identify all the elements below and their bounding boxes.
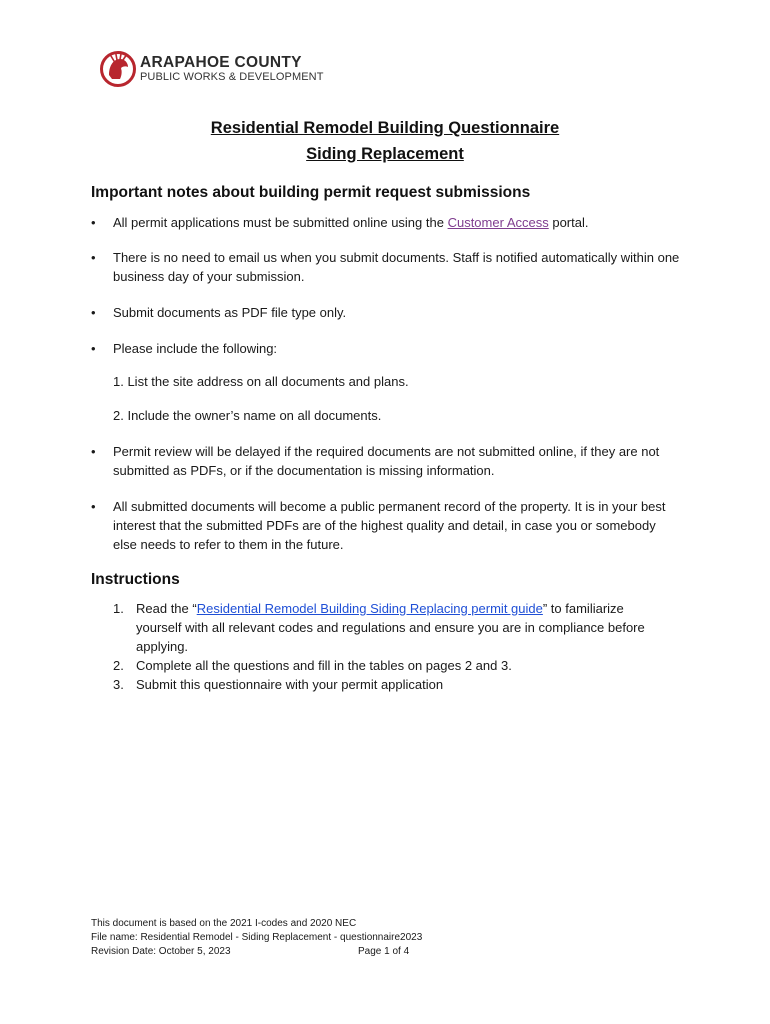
bullet-icon: • xyxy=(91,444,96,459)
sub-item-site-address: 1. List the site address on all documents and plans. xyxy=(113,374,409,389)
document-title xyxy=(0,115,770,167)
instruction-text: ” to familiarize yourself with all relevant codes and regulations and ensure you are in compliance before applying. xyxy=(136,601,645,654)
bullet-item-public-record xyxy=(91,497,681,554)
bullet-icon: • xyxy=(91,250,96,265)
instructions-heading: Instructions xyxy=(91,571,180,588)
instruction-item-read-guide xyxy=(113,599,653,656)
instruction-number: 3. xyxy=(113,677,124,692)
county-logo xyxy=(100,50,324,88)
bullet-item-online xyxy=(91,213,681,232)
bullet-text: There is no need to email us when you submit documents. Staff is notified automatically within one business day of your submission. xyxy=(113,250,680,284)
customer-access-link[interactable]: Customer Access xyxy=(447,215,549,230)
title-line-2: Siding Replacement xyxy=(306,145,464,163)
permit-guide-link[interactable]: Residential Remodel Building Siding Replacing permit guide xyxy=(196,601,543,616)
instruction-item-submit xyxy=(113,675,653,694)
bullet-item-no-email xyxy=(91,248,681,286)
title-line-1: Residential Remodel Building Questionnaire xyxy=(210,119,560,137)
instruction-text: Read the “ xyxy=(136,601,197,616)
bullet-icon: • xyxy=(91,305,96,320)
instruction-number: 2. xyxy=(113,658,124,673)
instruction-number: 1. xyxy=(113,601,124,616)
bullet-text: Please include the following: xyxy=(113,341,278,356)
bullet-item-delays xyxy=(91,442,681,480)
bullet-item-include xyxy=(91,339,681,358)
bullet-text: portal. xyxy=(548,215,589,230)
bullet-text: All permit applications must be submitted online using the xyxy=(113,215,448,230)
bullet-text: Permit review will be delayed if the required documents are not submitted online, if they are not submitted as PDFs, or if the documentation is missing information. xyxy=(113,444,660,478)
notes-heading: Important notes about building permit request submissions xyxy=(91,184,531,201)
sub-item-owner-name: 2. Include the owner’s name on all documents. xyxy=(113,408,382,423)
document-footer xyxy=(91,917,431,959)
bullet-icon: • xyxy=(91,215,96,230)
instruction-text: Submit this questionnaire with your permit application xyxy=(136,677,444,692)
logo-county-name: ARAPAHOE COUNTY xyxy=(140,53,302,71)
instruction-text: Complete all the questions and fill in the tables on pages 2 and 3. xyxy=(136,658,512,673)
arapahoe-headdress-logo-icon xyxy=(100,51,136,87)
instruction-item-complete xyxy=(113,656,653,675)
bullet-text: All submitted documents will become a public permanent record of the property. It is in your best interest that the submitted PDFs are of the highest quality and detail, in case you or somebody else needs to refer to them in the future. xyxy=(113,499,666,552)
bullet-icon: • xyxy=(91,341,96,356)
bullet-item-pdf-only xyxy=(91,303,681,322)
bullet-text: Submit documents as PDF file type only. xyxy=(113,305,347,320)
footer-revision-date: Revision Date: October 5, 2023 xyxy=(91,946,231,957)
footer-file-name: File name: Residential Remodel - Siding Replacement - questionnaire2023 xyxy=(91,932,423,943)
footer-codes-note: This document is based on the 2021 I-codes and 2020 NEC xyxy=(91,918,357,929)
footer-page-number: Page 1 of 4 xyxy=(358,946,410,957)
bullet-icon: • xyxy=(91,499,96,514)
logo-department-name: PUBLIC WORKS & DEVELOPMENT xyxy=(140,71,324,84)
